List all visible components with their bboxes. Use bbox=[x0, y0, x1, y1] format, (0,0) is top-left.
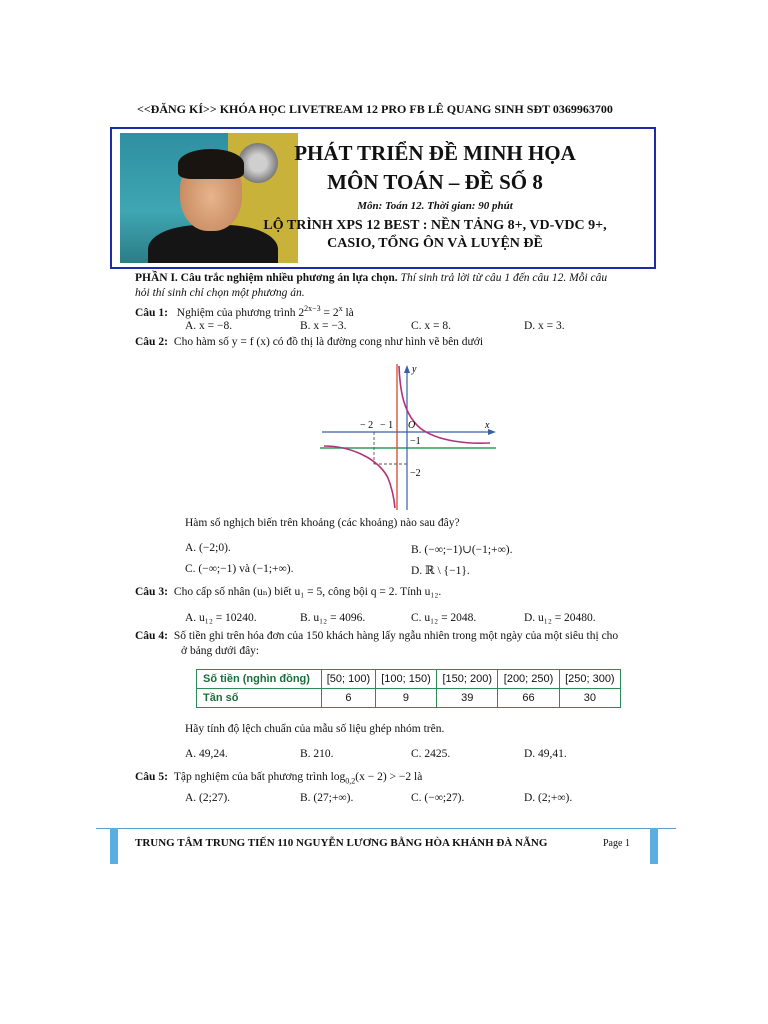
part1-heading: PHẦN I. Câu trắc nghiệm nhiều phương án lựa chọn. Thí sinh trả lời từ câu 1 đến câu 12. Mỗi câu bbox=[135, 272, 608, 284]
tick-minus-1: − 1 bbox=[380, 420, 394, 431]
table-row bbox=[197, 670, 621, 689]
table-cell: [100; 150) bbox=[375, 670, 436, 689]
route-line-2: CASIO, TỔNG ÔN VÀ LUYỆN ĐỀ bbox=[327, 236, 543, 251]
table-cell: 66 bbox=[498, 689, 559, 708]
table-header-frequency: Tần số bbox=[197, 689, 322, 708]
q5-option-d[interactable]: D. (2;+∞). bbox=[524, 792, 573, 804]
table-row bbox=[197, 689, 621, 708]
q4-stem-cont: ở bảng dưới đây: bbox=[181, 645, 260, 657]
table-cell: [200; 250) bbox=[498, 670, 559, 689]
q4-option-d[interactable]: D. 49,41. bbox=[524, 748, 567, 760]
table-cell: 9 bbox=[375, 689, 436, 708]
q4-option-b[interactable]: B. 210. bbox=[300, 748, 334, 760]
table-cell: [50; 100) bbox=[322, 670, 376, 689]
q5-option-a[interactable]: A. (2;27). bbox=[185, 792, 231, 804]
footer-divider bbox=[96, 828, 676, 829]
tick-y-minus-1: −1 bbox=[410, 436, 421, 447]
page-number: Page 1 bbox=[603, 838, 630, 849]
q5-option-b[interactable]: B. (27;+∞). bbox=[300, 792, 354, 804]
q2-option-a[interactable]: A. (−2;0). bbox=[185, 542, 231, 554]
part1-instruction: hỏi thí sinh chỉ chọn một phương án. bbox=[135, 287, 305, 299]
q2-question: Hàm số nghịch biến trên khoảng (các khoảng) nào sau đây? bbox=[185, 517, 460, 529]
frequency-table bbox=[196, 669, 621, 708]
q4-question: Hãy tính độ lệch chuẩn của mẫu số liệu ghép nhóm trên. bbox=[185, 723, 445, 735]
table-cell: 39 bbox=[437, 689, 498, 708]
subject-info: Môn: Toán 12. Thời gian: 90 phút bbox=[357, 200, 513, 212]
function-graph bbox=[320, 362, 498, 512]
registration-banner: <<ĐĂNG KÍ>> KHÓA HỌC LIVETREAM 12 PRO FB LÊ QUANG SINH SĐT 0369963700 bbox=[137, 102, 613, 116]
q3-option-c[interactable]: C. u₁₂ = 2048. bbox=[411, 612, 477, 624]
footer-left-bar bbox=[110, 828, 118, 864]
q3-option-b[interactable]: B. u₁₂ = 4096. bbox=[300, 612, 366, 624]
footer-right-bar bbox=[650, 828, 658, 864]
left-branch bbox=[324, 446, 395, 508]
route-line-1: LỘ TRÌNH XPS 12 BEST : NỀN TẢNG 8+, VD-VDC 9+, bbox=[263, 218, 607, 233]
q3-option-d[interactable]: D. u₁₂ = 20480. bbox=[524, 612, 596, 624]
q4-option-a[interactable]: A. 49,24. bbox=[185, 748, 228, 760]
q1-option-a[interactable]: A. x = −8. bbox=[185, 320, 233, 332]
q4-option-c[interactable]: C. 2425. bbox=[411, 748, 451, 760]
q1-stem: Câu 1: Nghiệm của phương trình $2^{2x-3} = 2^x$ là bbox=[135, 304, 354, 319]
tick-y-minus-2: −2 bbox=[410, 468, 421, 479]
y-axis-arrow-icon bbox=[404, 365, 410, 373]
table-cell: [250; 300) bbox=[559, 670, 620, 689]
exam-subtitle: MÔN TOÁN – ĐỀ SỐ 8 bbox=[327, 170, 543, 194]
footer-center-name: TRUNG TÂM TRUNG TIẾN 110 NGUYỄN LƯƠNG BẰNG HÒA KHÁNH ĐÀ NẴNG bbox=[135, 837, 548, 849]
table-cell: 6 bbox=[322, 689, 376, 708]
q2-stem: Câu 2: Cho hàm số y = f (x) có đồ thị là đường cong như hình vẽ bên dưới bbox=[135, 336, 484, 348]
q3-stem: Câu 3: Cho cấp số nhân (uₙ) biết u₁ = 5, công bội q = 2. Tính u₁₂. bbox=[135, 586, 442, 598]
q2-option-d[interactable]: D. ℝ \ {−1}. bbox=[411, 565, 470, 577]
x-axis-label: x bbox=[485, 420, 490, 431]
q1-option-d[interactable]: D. x = 3. bbox=[524, 320, 565, 332]
q5-stem: Câu 5: Tập nghiệm của bất phương trình $\log_{0,2}(x - 2) > -2$ là bbox=[135, 771, 423, 786]
q4-stem: Câu 4: Số tiền ghi trên hóa đơn của 150 khách hàng lấy ngẫu nhiên trong một ngày của một siêu thị cho bbox=[135, 630, 619, 642]
q2-option-b[interactable]: B. (−∞;−1)∪(−1;+∞). bbox=[411, 544, 513, 556]
table-cell: [150; 200) bbox=[437, 670, 498, 689]
q2-option-c[interactable]: C. (−∞;−1) và (−1;+∞). bbox=[185, 563, 294, 575]
q5-option-c[interactable]: C. (−∞;27). bbox=[411, 792, 465, 804]
y-axis-label: y bbox=[412, 364, 417, 375]
q1-option-c[interactable]: C. x = 8. bbox=[411, 320, 452, 332]
table-header-amount: Số tiền (nghìn đồng) bbox=[197, 670, 322, 689]
q1-option-b[interactable]: B. x = −3. bbox=[300, 320, 347, 332]
origin-label: O bbox=[408, 420, 416, 431]
q3-option-a[interactable]: A. u₁₂ = 10240. bbox=[185, 612, 257, 624]
exam-title: PHÁT TRIỂN ĐỀ MINH HỌA bbox=[294, 141, 576, 165]
tick-minus-2: − 2 bbox=[360, 420, 374, 431]
table-cell: 30 bbox=[559, 689, 620, 708]
